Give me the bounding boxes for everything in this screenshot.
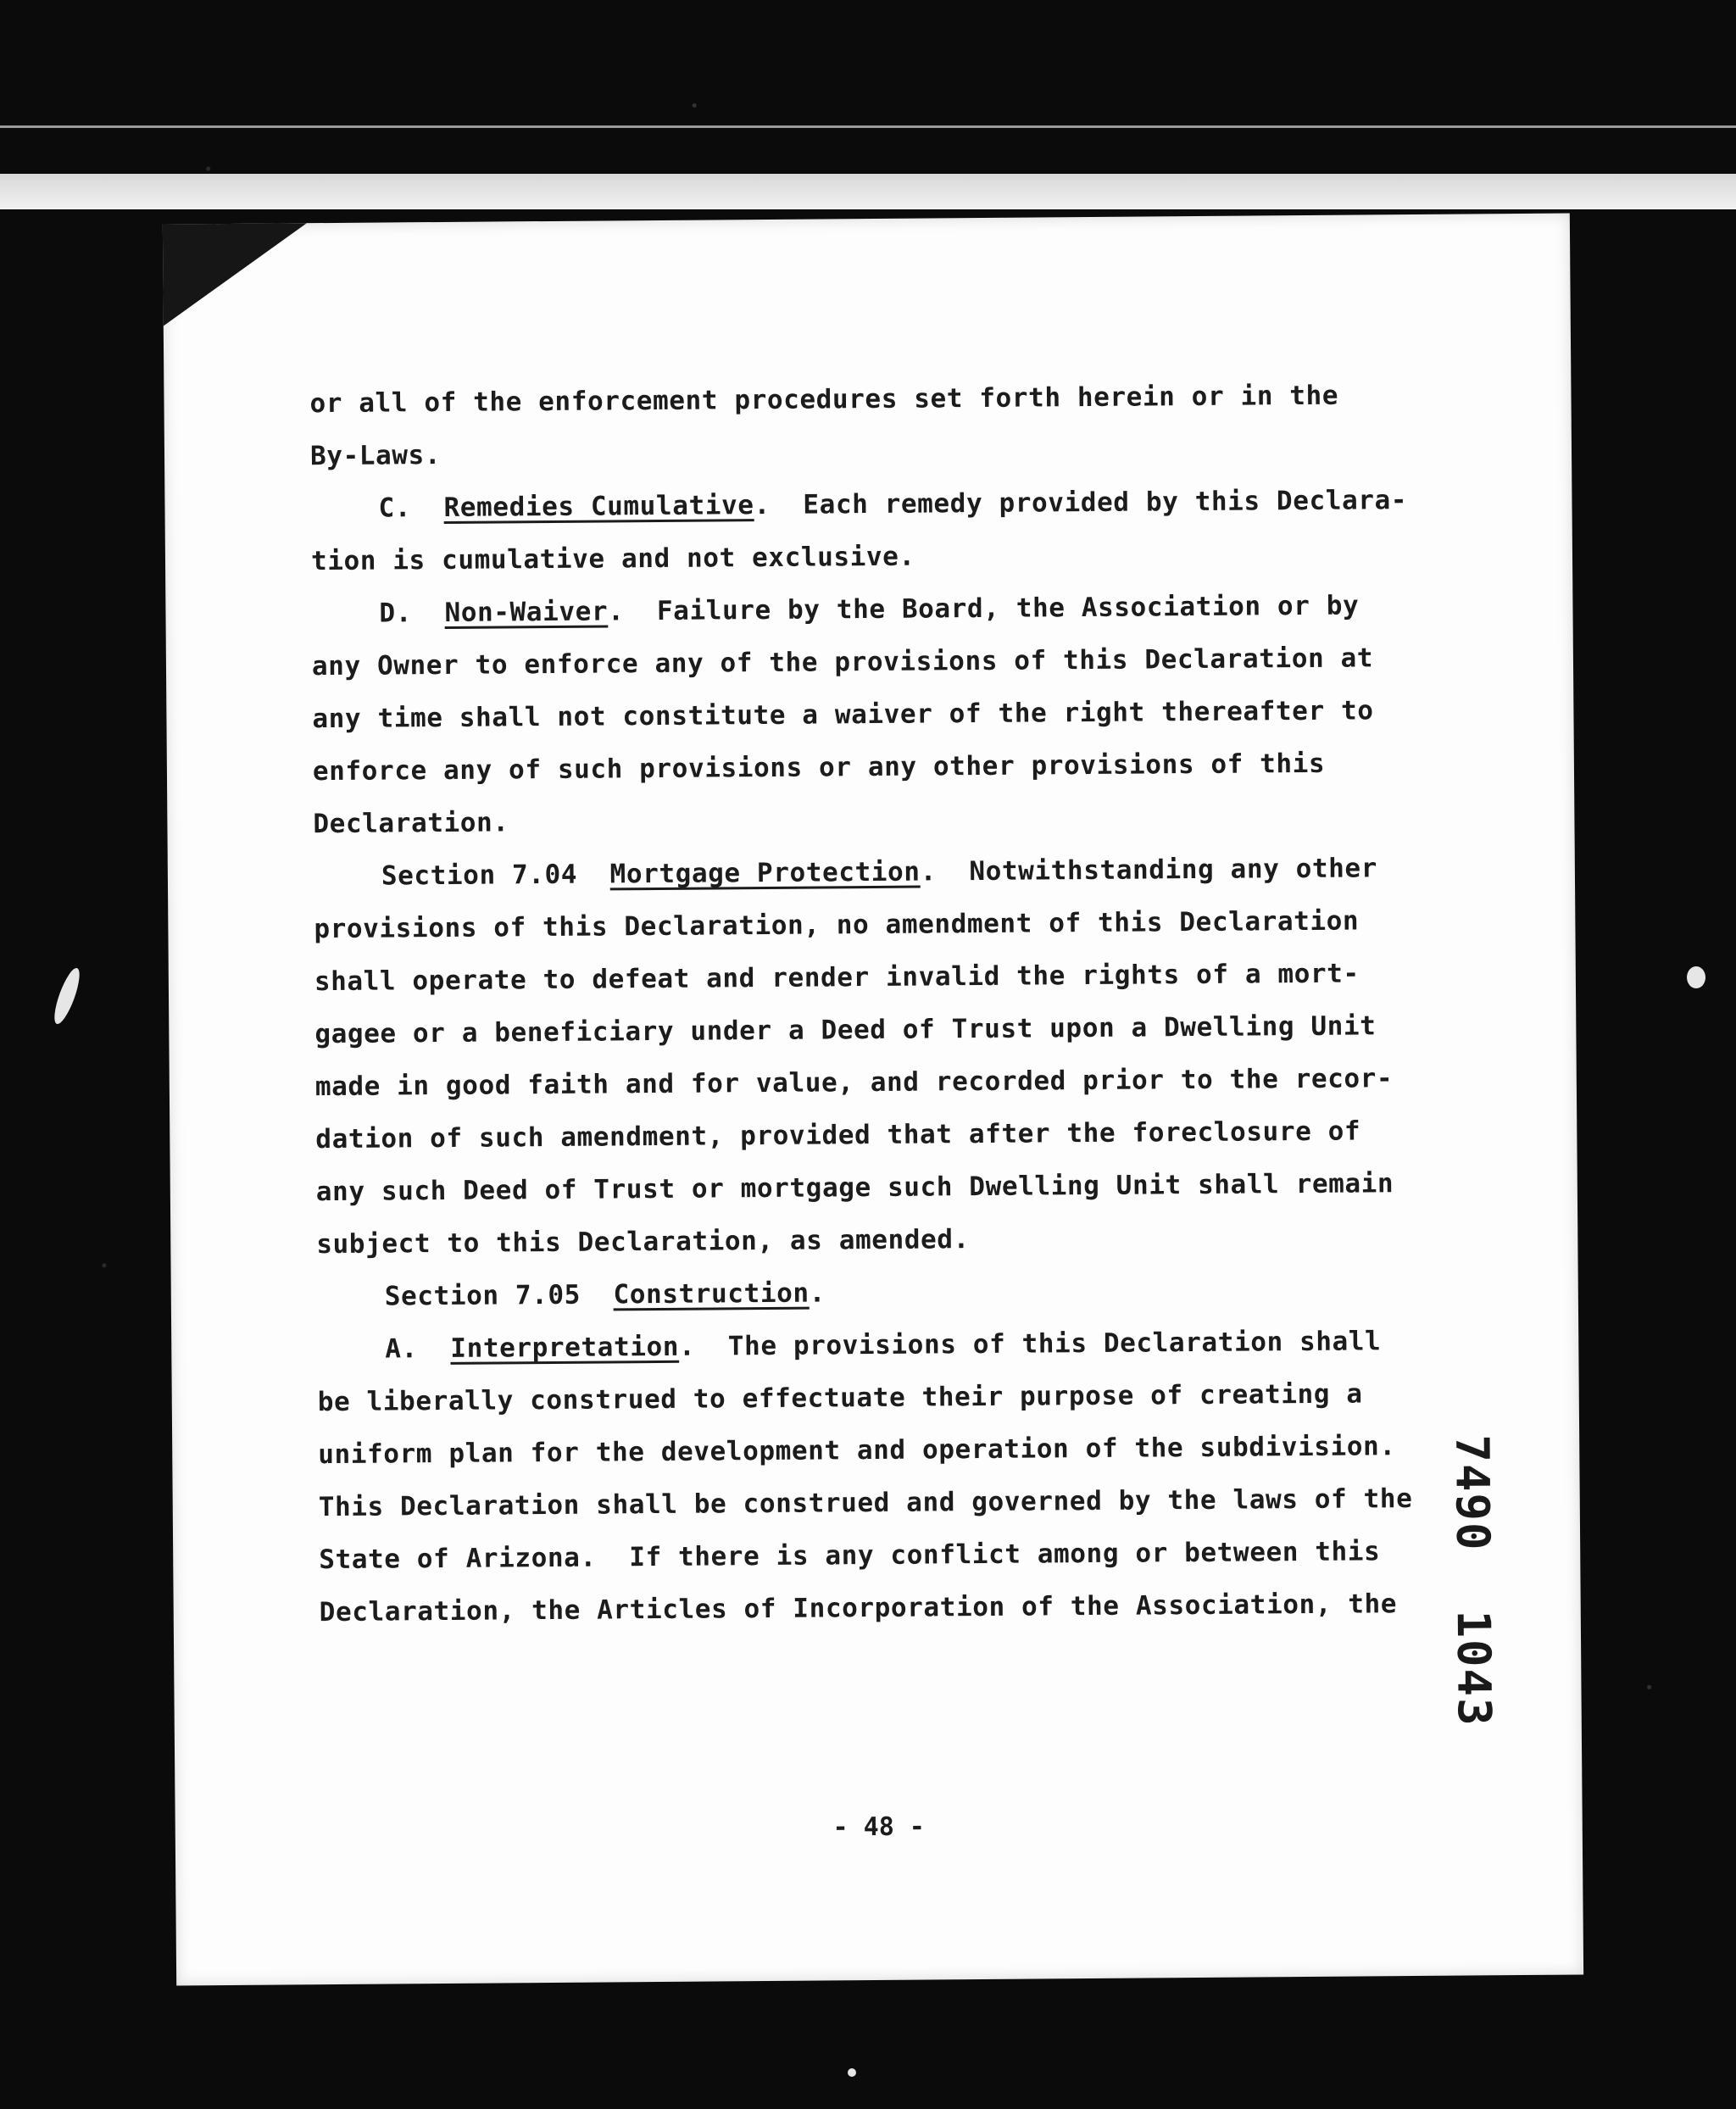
text-line: be liberally construed to effectuate their purpose of creating a	[317, 1378, 1363, 1418]
subsection-marker: D.	[379, 598, 413, 629]
scan-top-band	[0, 174, 1736, 209]
subsection-title: Interpretation	[450, 1331, 680, 1364]
text-line: State of Arizona. If there is any conflict among or between this	[319, 1536, 1381, 1576]
subsection-c-heading	[310, 474, 1438, 535]
subsection-marker: A.	[385, 1333, 418, 1365]
subsection-a-heading	[317, 1315, 1444, 1376]
scan-top-rule	[0, 125, 1736, 128]
text-line: dation of such amendment, provided that after the foreclosure of	[315, 1116, 1361, 1155]
text-line: uniform plan for the development and operation of the subdivision.	[318, 1431, 1396, 1471]
text-line: enforce any of such provisions or any other provisions of this	[312, 748, 1326, 787]
section-title: Construction	[613, 1277, 810, 1310]
text-line: made in good faith and for value, and recorded prior to the recor-	[314, 1063, 1394, 1103]
text-line: any time shall not constitute a waiver of the right thereafter to	[312, 695, 1374, 735]
subsection-d-heading	[311, 579, 1438, 640]
text-line: This Declaration shall be construed and governed by the laws of the	[318, 1483, 1413, 1523]
text-line: any such Deed of Trust or mortgage such Dwelling Unit shall remain	[315, 1168, 1394, 1208]
subsection-title: Remedies Cumulative	[443, 490, 754, 523]
text-line: By-Laws.	[309, 439, 442, 472]
section-7-05-heading	[317, 1262, 1444, 1323]
document-body	[309, 369, 1447, 1639]
text-line: subject to this Declaration, as amended.	[316, 1224, 970, 1260]
text-line: shall operate to defeat and render invalid the rights of a mort-	[314, 958, 1360, 998]
section-title: Mortgage Protection	[609, 856, 921, 890]
scan-speck	[1687, 966, 1705, 988]
subsection-text: . The provisions of this Declaration shall	[678, 1326, 1382, 1362]
subsection-text: . Each remedy provided by this Declara-	[754, 485, 1408, 521]
text-line: gagee or a beneficiary under a Deed of Trust upon a Dwelling Unit	[314, 1010, 1377, 1050]
text-line: provisions of this Declaration, no amendment of this Declaration	[314, 905, 1360, 945]
section-label: Section 7.05	[384, 1279, 581, 1312]
text-line: Declaration, the Articles of Incorporation of the Association, the	[319, 1589, 1398, 1628]
document-page	[163, 214, 1583, 1986]
section-label: Section 7.04	[381, 859, 578, 892]
section-text: .	[809, 1277, 826, 1309]
subsection-marker: C.	[378, 492, 412, 524]
subsection-title: Non-Waiver	[444, 596, 609, 628]
margin-stamp: 7490 1043	[1445, 1434, 1501, 1728]
text-line: or all of the enforcement procedures set forth herein or in the	[309, 380, 1339, 420]
page-folded-corner	[163, 223, 308, 326]
section-7-04-heading	[314, 842, 1441, 903]
page-number: - 48 -	[832, 1811, 926, 1843]
text-line: any Owner to enforce any of the provisions of this Declaration at	[311, 643, 1374, 682]
section-text: . Notwithstanding any other	[920, 853, 1378, 888]
subsection-text: . Failure by the Board, the Association or by	[608, 590, 1360, 627]
text-line: tion is cumulative and not exclusive.	[310, 541, 915, 577]
text-line: Declaration.	[313, 807, 509, 840]
scan-speck	[50, 965, 85, 1027]
scan-speck	[848, 2068, 856, 2077]
